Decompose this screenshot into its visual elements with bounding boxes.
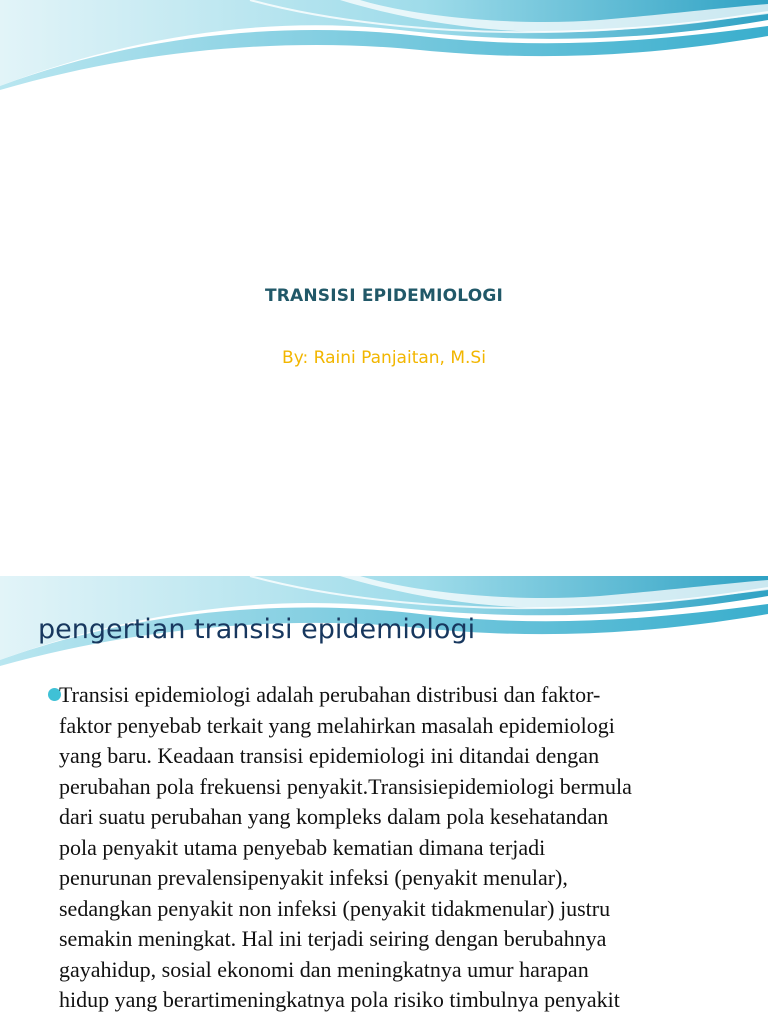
body-line: dari suatu perubahan yang kompleks dalam pola kesehatandan — [59, 804, 609, 829]
body-line: semakin meningkat. Hal ini terjadi seiring dengan berubahnya — [59, 926, 607, 951]
slide-title: TRANSISI EPIDEMIOLOGI — [264, 286, 504, 306]
body-line: gayahidup, sosial ekonomi dan meningkatnya umur harapan — [59, 956, 589, 982]
body-line: Transisi epidemiologi adalah perubahan distribusi dan faktor- — [59, 682, 601, 707]
content-slide — [0, 576, 768, 1024]
slide-title: pengertian transisi epidemiologi — [38, 614, 476, 645]
body-line: penurunan prevalensipenyakit infeksi (penyakit menular), — [59, 865, 568, 890]
body-line: pola penyakit utama penyebab kematian dimana terjadi — [59, 834, 546, 860]
body-line: hidup yang berartimeningkatnya pola risiko timbulnya penyakit — [59, 987, 620, 1012]
body-line: faktor penyebab terkait yang melahirkan masalah epidemiologi — [59, 712, 615, 738]
body-line: yang baru. Keadaan transisi epidemiologi ini ditandai dengan — [59, 743, 600, 768]
body-paragraph — [59, 680, 731, 1016]
body-line: perubahan pola frekuensi penyakit.Transisiepidemiologi bermula — [59, 773, 632, 799]
slide-subtitle: By: Raini Panjaitan, M.Si — [282, 348, 486, 368]
header-wave-decoration — [0, 0, 768, 90]
body-line: sedangkan penyakit non infeksi (penyakit tidakmenular) justru — [59, 895, 611, 921]
